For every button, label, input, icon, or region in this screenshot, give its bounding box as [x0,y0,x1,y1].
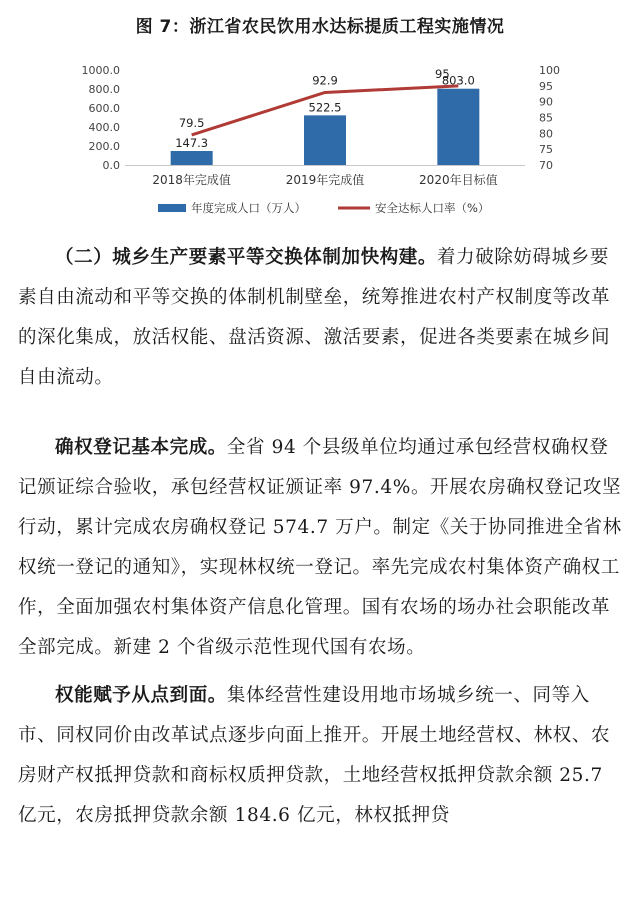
paragraph-text: 集体经营性建设用地市场城乡统一、同等入市、同权同价由改革试点逐步向面上推开。开展土地经营权、林权、农房财产权抵押贷款和商标权质押贷款，土地经营权抵押贷款余额 25.7 亿元，农房抵押贷款余额 184.6 亿元，林权抵押贷 [18,685,611,826]
chart [0,52,640,232]
x-tick-label: 2019年完成值 [285,173,365,187]
y-left-tick-label: 600.0 [88,102,120,115]
y-left-tick-label: 0.0 [102,159,120,172]
x-tick-label: 2018年完成值 [152,173,231,187]
bar [437,89,479,165]
paragraph-lead: 权能赋予从点到面。 [55,685,227,706]
y-left-tick-label: 200.0 [88,140,120,153]
bar [304,115,346,165]
y-right-tick-label: 95 [539,79,553,93]
y-left-tick-label: 1000.0 [81,64,120,77]
paragraph-text: 着力破除妨碍城乡要素自由流动和平等交换的体制机制壁垒，统筹推进农村产权制度等改革的深化集成，放活权能、盘活资源、激活要素，促进各类要素在城乡间自由流动。 [18,247,611,388]
paragraph-registration [18,428,624,668]
bar-data-label: 522.5 [308,100,342,115]
y-right-tick-label: 90 [539,95,553,109]
y-right-tick-label: 80 [539,127,553,141]
legend-label-line: 安全达标人口率（%） [375,201,490,215]
paragraph-urban-rural [18,238,624,398]
paragraph-text: 全省 94 个县级单位均通过承包经营权确权登记颁证综合验收，承包经营权证颁证率 97.4%。开展农房确权登记攻坚行动，累计完成农房确权登记 574.7 万户。制定《关于协同推进全省林权统一登记的通知》，实现林权统一登记。率先完成农村集体资产确权工作，全面加强农村集体资产信息化管理。国有农场的场办社会职能改革全部完成。新建 2 个省级示范性现代国有农场。 [18,437,622,658]
legend-swatch-bar [158,204,186,212]
line-data-label: 95 [435,66,450,81]
y-left-tick-label: 400.0 [88,121,120,134]
bar-data-label: 147.3 [175,136,209,151]
legend-label-bar: 年度完成人口（万人） [191,201,306,215]
paragraph-rights [18,676,624,836]
line-data-label: 79.5 [178,115,205,130]
paragraph-lead: 确权登记基本完成。 [55,437,227,458]
line-data-label: 92.9 [312,73,338,88]
paragraph-lead: （二）城乡生产要素平等交换体制加快构建。 [55,247,438,268]
y-left-tick-label: 800.0 [88,83,120,96]
x-tick-label: 2020年目标值 [419,173,498,187]
bar-data-label: 803.0 [441,73,475,88]
y-right-tick-label: 75 [539,143,553,157]
y-right-tick-label: 70 [539,159,553,172]
bar [171,151,213,165]
article-body [18,238,624,836]
y-right-tick-label: 85 [539,111,553,125]
figure-title: 图 7：浙江省农民饮用水达标提质工程实施情况 [135,17,505,37]
y-right-tick-label: 100 [539,64,560,77]
